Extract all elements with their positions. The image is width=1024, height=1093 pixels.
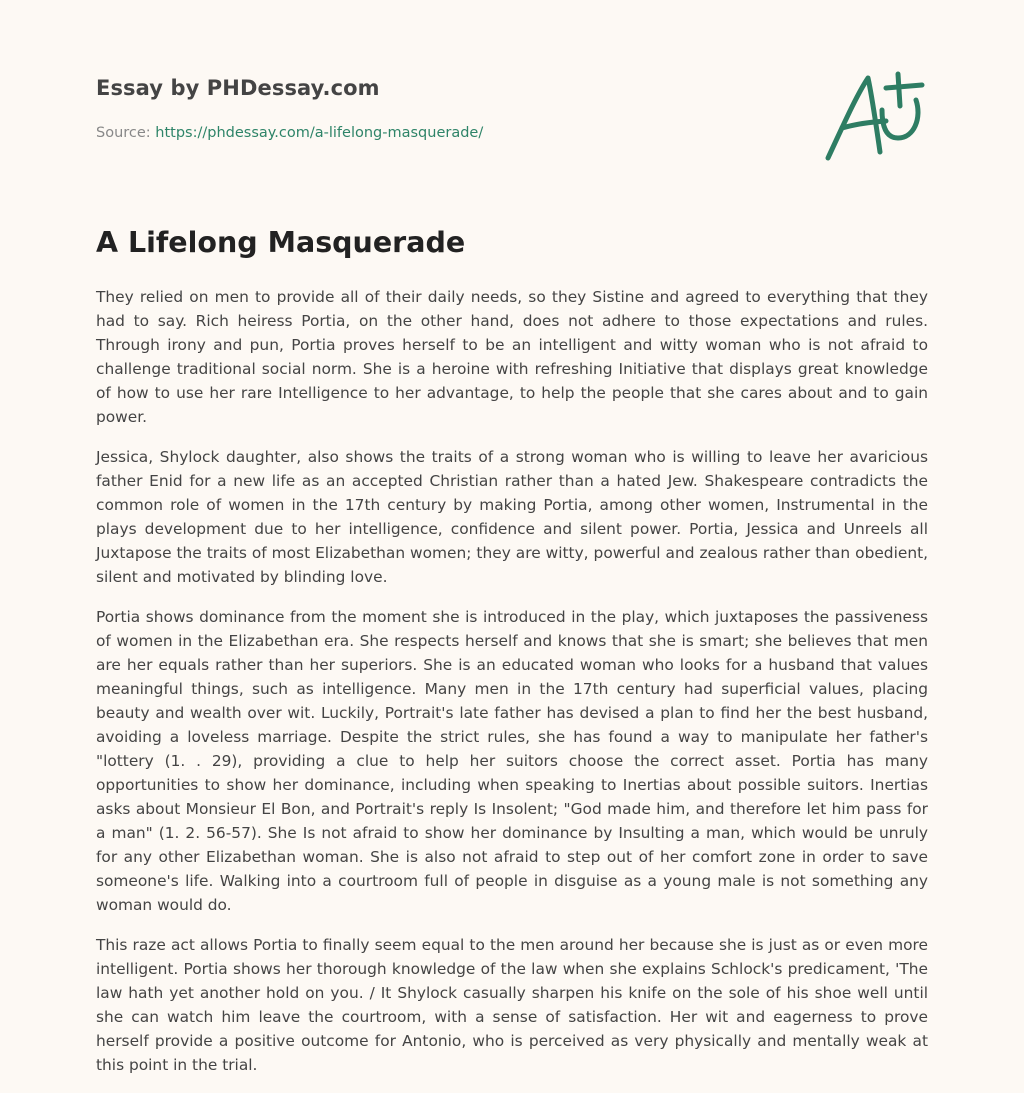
page-header bbox=[96, 76, 928, 141]
essay-paragraph: Portia shows dominance from the moment she is introduced in the play, which juxtaposes the passiveness of women in the Elizabethan era. She respects herself and knows that she is smart; she believes that men are her equals rather than her superiors. She is an educated woman who looks for a husband that values meaningful things, such as intelligence. Many men in the 17th century had superficial values, placing beauty and wealth over wit. Luckily, Portrait's late father has devised a plan to find her the best husband, avoiding a loveless marriage. Despite the strict rules, she has found a way to manipulate her father's "lottery (1. . 29), providing a clue to help her suitors choose the correct asset. Portia has many opportunities to show her dominance, including when speaking to Inertias about possible suitors. Inertias asks about Monsieur El Bon, and Portrait's reply Is Insolent; "God made him, and therefore let him pass for a man" (1. 2. 56-57). She Is not afraid to show her dominance by Insulting a man, which would be unruly for any other Elizabethan woman. She is also not afraid to step out of her comfort zone in order to save someone's life. Walking into a courtroom full of people in disguise as a young male is not something any woman would do. bbox=[96, 608, 928, 914]
site-brand: Essay by PHDessay.com bbox=[96, 76, 380, 100]
source-label: Source: bbox=[96, 125, 151, 141]
source-line bbox=[96, 125, 483, 141]
essay-title: A Lifelong Masquerade bbox=[96, 226, 466, 259]
source-link[interactable]: https://phdessay.com/a-lifelong-masquerade/ bbox=[155, 125, 484, 141]
a-plus-logo-icon bbox=[820, 66, 930, 166]
essay-paragraph: Jessica, Shylock daughter, also shows the traits of a strong woman who is willing to leave her avaricious father Enid for a new life as an accepted Christian rather than a hated Jew. Shakespeare contradicts the common role of women in the 17th century by making Portia, among other women, Instrumental in the plays development due to her intelligence, confidence and silent power. Portia, Jessica and Unreels all Juxtapose the traits of most Elizabethan women; they are witty, powerful and zealous rather than obedient, silent and motivated by blinding love. bbox=[96, 448, 928, 586]
essay-paragraph: This raze act allows Portia to finally seem equal to the men around her because she is just as or even more intelligent. Portia shows her thorough knowledge of the law when she explains Schlock's predicament, 'The law hath yet another hold on you. / It Shylock casually sharpen his knife on the sole of his shoe well until she can watch him leave the courtroom, with a sense of satisfaction. Her wit and eagerness to prove herself provide a positive outcome for Antonio, who is perceived as very physically and mentally weak at this point in the trial. bbox=[96, 936, 928, 1074]
essay-body bbox=[96, 285, 928, 1093]
essay-paragraph: They relied on men to provide all of their daily needs, so they Sistine and agreed to everything that they had to say. Rich heiress Portia, on the other hand, does not adhere to those expectations and rules. Through irony and pun, Portia proves herself to be an intelligent and witty woman who is not afraid to challenge traditional social norm. She is a heroine with refreshing Initiative that displays great knowledge of how to use her rare Intelligence to her advantage, to help the people that she cares about and to gain power. bbox=[96, 288, 928, 426]
